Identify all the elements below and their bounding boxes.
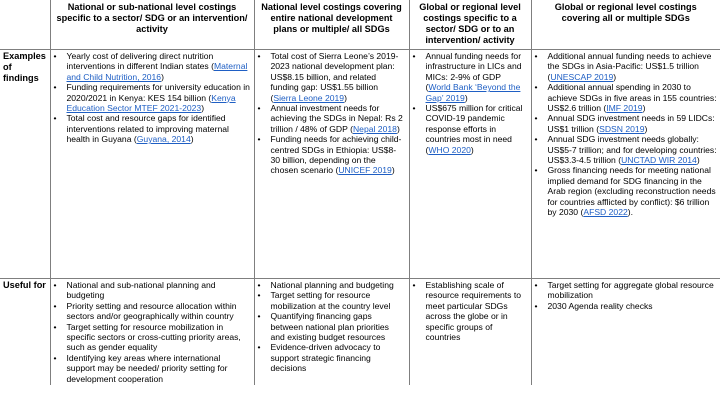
source-link[interactable]: IMF 2019 bbox=[606, 103, 643, 114]
list-item bbox=[54, 82, 251, 113]
source-link[interactable]: Sierra Leone 2019 bbox=[273, 92, 345, 103]
bullet-list bbox=[413, 51, 528, 155]
list-item bbox=[258, 342, 406, 373]
bullet-list bbox=[535, 51, 718, 218]
list-item bbox=[54, 322, 251, 353]
item-text: Gross financing needs for meeting national implied demand for SDG financing in the Arab region (excluding reconstruction needs for countries afflicted by conflict): $6 trillion by 2030 ( bbox=[547, 165, 716, 218]
item-text: Annual funding needs for infrastructure in LICs and MICs: 2-9% of GDP ( bbox=[425, 51, 522, 93]
cell-useful-national-sector bbox=[50, 279, 254, 386]
item-text: Establishing scale of resource requirements to meet particular SDGs across the globe or in specific groups of countries bbox=[425, 280, 522, 343]
list-item bbox=[258, 290, 406, 311]
bullet-list bbox=[258, 51, 406, 176]
source-link[interactable]: Kenya Education Sector MTEF 2021-2023 bbox=[66, 92, 236, 114]
item-text-end: ) bbox=[696, 155, 700, 166]
item-text: Total cost and resource gaps for identified interventions related to improving maternal health in Guyana ( bbox=[66, 113, 229, 145]
source-link[interactable]: WHO 2020 bbox=[428, 144, 471, 155]
item-text-end: ) bbox=[190, 134, 194, 145]
header-national-plans: National level costings covering entire national development plans or multiple/ all SDGs bbox=[254, 0, 409, 50]
item-text: Target setting for aggregate global resource mobilization bbox=[547, 280, 714, 301]
corner-cell bbox=[0, 0, 50, 50]
list-item bbox=[535, 134, 718, 165]
item-text-end: ) bbox=[613, 71, 617, 82]
source-link[interactable]: Guyana, 2014 bbox=[136, 134, 191, 145]
list-item bbox=[258, 311, 406, 342]
list-item bbox=[54, 280, 251, 301]
item-text-end: ) bbox=[464, 92, 468, 103]
list-item bbox=[413, 103, 528, 155]
list-item bbox=[535, 82, 718, 113]
list-item bbox=[535, 113, 718, 134]
source-link[interactable]: AFSD 2022 bbox=[583, 207, 628, 218]
source-link[interactable]: World Bank ‘Beyond the Gap’ 2019 bbox=[425, 82, 521, 103]
item-text: Quantifying financing gaps between national plan priorities and existing budget resources bbox=[270, 311, 389, 343]
source-link[interactable]: UNICEF 2019 bbox=[338, 165, 392, 176]
row-label-useful-for: Useful for bbox=[0, 279, 50, 386]
row-label-examples: Examples of findings bbox=[0, 50, 50, 279]
item-text-end: ) bbox=[642, 103, 646, 114]
header-global-sector: Global or regional level costings specific to a sector/ SDG or to an intervention/ activity bbox=[409, 0, 531, 50]
item-text: Funding requirements for university education in 2020/2021 in Kenya: KES 154 billion ( bbox=[66, 82, 250, 103]
header-national-sector: National or sub-national level costings specific to a sector/ SDG or an intervention/ activity bbox=[50, 0, 254, 50]
list-item bbox=[54, 113, 251, 144]
item-text: Additional annual funding needs to achieve the SDGs in Asia-Pacific: US$1.5 trillion ( bbox=[547, 51, 712, 82]
cell-examples-global-sdgs bbox=[531, 50, 720, 279]
item-text: Annual SDG investment needs in 59 LIDCs: US$1 trillion ( bbox=[547, 113, 715, 134]
item-text-end: ). bbox=[627, 207, 634, 218]
list-item bbox=[535, 51, 718, 82]
cell-useful-global-sdgs bbox=[531, 279, 720, 386]
list-item bbox=[413, 280, 528, 342]
item-text-end: ) bbox=[470, 144, 474, 155]
list-item bbox=[535, 280, 718, 301]
bullet-list bbox=[535, 280, 718, 311]
item-text: National and sub-national planning and budgeting bbox=[66, 280, 216, 301]
source-link[interactable]: Maternal and Child Nutrition, 2016 bbox=[66, 61, 248, 82]
row-examples bbox=[0, 50, 720, 279]
item-text: National planning and budgeting bbox=[270, 280, 394, 290]
cell-examples-national-sector bbox=[50, 50, 254, 279]
item-text-end: ) bbox=[161, 71, 164, 82]
list-item bbox=[258, 134, 406, 176]
item-text: Funding needs for achieving child-centred SDGs in Ethiopia: US$8-30 billion, depending on the chosen scenario ( bbox=[270, 134, 402, 176]
header-global-sdgs: Global or regional level costings covering all or multiple SDGs bbox=[531, 0, 720, 50]
list-item bbox=[535, 301, 718, 311]
item-text: Additional annual spending in 2030 to achieve SDGs in five areas in 155 countries: US$2.6 trillion ( bbox=[547, 82, 717, 114]
item-text-end: ) bbox=[391, 165, 395, 176]
source-link[interactable]: Nepal 2018 bbox=[352, 123, 397, 134]
bullet-list bbox=[258, 280, 406, 374]
cell-examples-global-sector bbox=[409, 50, 531, 279]
list-item bbox=[54, 353, 251, 384]
row-useful-for bbox=[0, 279, 720, 386]
item-text-end: ) bbox=[201, 103, 205, 114]
list-item bbox=[258, 280, 406, 290]
bullet-list bbox=[413, 280, 528, 342]
list-item bbox=[54, 301, 251, 322]
header-row bbox=[0, 0, 720, 50]
item-text: Target setting for resource mobilization at the country level bbox=[270, 290, 391, 311]
item-text-end: ) bbox=[396, 123, 400, 134]
list-item bbox=[535, 165, 718, 217]
item-text: 2030 Agenda reality checks bbox=[547, 300, 653, 311]
item-text: US$675 million for critical COVID-19 pandemic response efforts in countries most in need ( bbox=[425, 103, 523, 155]
item-text: Evidence-driven advocacy to support strategic financing decisions bbox=[270, 342, 381, 374]
item-text: Annual SDG investment needs globally: US$5-7 trillion; and for developing countries: US$3.3-4.5 trillion ( bbox=[547, 134, 717, 166]
cell-useful-national-plans bbox=[254, 279, 409, 386]
item-text: Annual investment needs for achieving the SDGs in Nepal: Rs 2 trillion / 48% of GDP ( bbox=[270, 103, 403, 134]
item-text: Target setting for resource mobilization in specific sectors or cross-cutting priority areas, such as gender equality bbox=[66, 321, 241, 353]
item-text: Priority setting and resource allocation within sectors and/or geographically within country bbox=[66, 300, 237, 322]
item-text-end: ) bbox=[644, 123, 648, 134]
source-link[interactable]: UNESCAP 2019 bbox=[550, 71, 614, 82]
cell-examples-national-plans bbox=[254, 50, 409, 279]
item-text: Total cost of Sierra Leone’s 2019-2023 national development plan: US$8.15 billion, and related funding gap: US$1.55 billion ( bbox=[270, 51, 399, 103]
list-item bbox=[54, 51, 251, 82]
source-link[interactable]: UNCTAD WIR 2014 bbox=[621, 155, 697, 166]
item-text: Identifying key areas where international support may be needed/ priority setting for development cooperation bbox=[66, 352, 228, 384]
source-link[interactable]: SDSN 2019 bbox=[599, 123, 645, 134]
list-item bbox=[258, 103, 406, 134]
item-text-end: ) bbox=[344, 92, 347, 103]
cell-useful-global-sector bbox=[409, 279, 531, 386]
list-item bbox=[413, 51, 528, 103]
bullet-list bbox=[54, 51, 251, 145]
list-item bbox=[258, 51, 406, 103]
bullet-list bbox=[54, 280, 251, 384]
item-text: Yearly cost of delivering direct nutrition interventions in different Indian states ( bbox=[66, 51, 214, 72]
